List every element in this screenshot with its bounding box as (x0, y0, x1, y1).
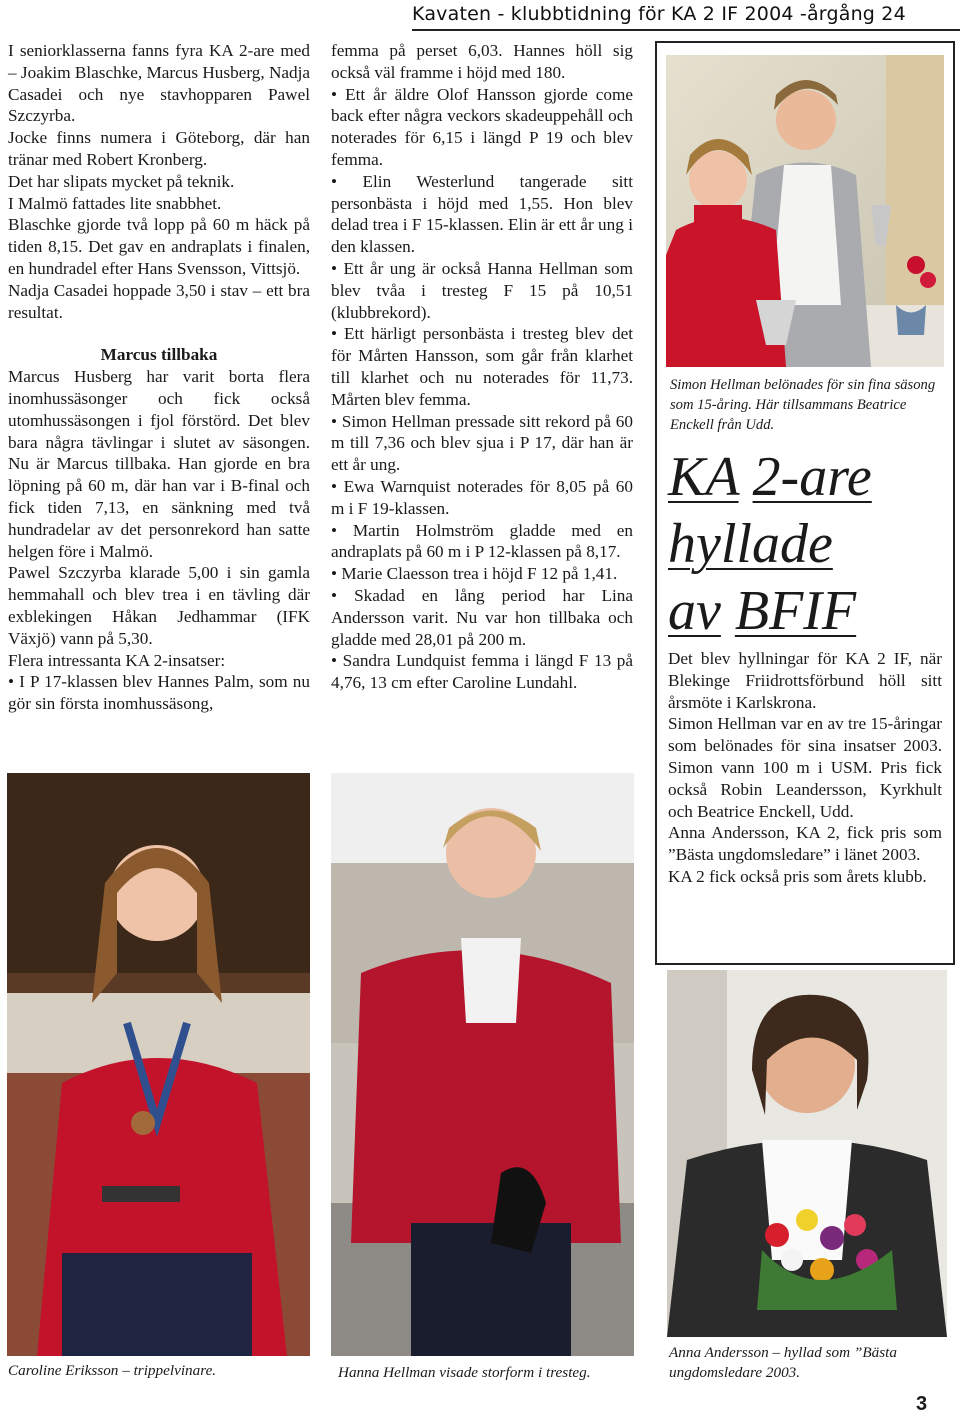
page-number: 3 (916, 1393, 928, 1415)
bullet-item: • Skadad en lång period har Lina Andersson varit. Nu var hon tillbaka och gladde med 28,01 på 200 m. (331, 585, 633, 650)
paragraph: Det har slipats mycket på teknik. (8, 171, 235, 191)
bullet-item: • Martin Holmström gladde med en andraplats på 60 m i P 12-klassen på 8,17. (331, 520, 633, 564)
headline-word: hyllade (668, 513, 833, 575)
paragraph: Anna Andersson, KA 2, fick pris som ”Bästa ungdomsledare” i länet 2003. (668, 823, 942, 865)
paragraph: Jocke finns numera i Göteborg, där han tränar med Robert Kronberg. (8, 128, 310, 169)
paragraph: Det blev hyllningar för KA 2 IF, när Blekinge Friidrottsförbund höll sitt årsmöte i Karlskrona. (668, 649, 942, 712)
bullet-item: • I P 17-klassen blev Hannes Palm, som nu gör sin första inomhussäsong, (8, 671, 310, 715)
paragraph: Simon Hellman var en av tre 15-åringar som belönades för sina insatser 2003. Simon vann 100 m i USM. Pris fick också Robin Leandersson, Kyrkhult och Beatrice Enckell, Udd. (668, 714, 942, 821)
paragraph: Blaschke gjorde två lopp på 60 m häck på tiden 8,15. Det gav en andraplats i finalen, en hundradel efter Hans Svensson, Vittsjö. (8, 215, 310, 278)
paragraph: Marcus Husberg har varit borta flera inomhussäsonger och fick också utomhussäsongen i fjol förstörd. Det blev bara några tävlingar i slutet av säsongen. Nu är Marcus tillbaka. Han gjorde en bra löpning på 60 m, där han var i B-final och fick tiden 7,13, en sänkning med två hundradelar av det personrekord han satte helgen före i Malmö. (8, 367, 310, 561)
column-2 (331, 40, 633, 694)
award-article-body (668, 648, 942, 888)
bullet-item: • Elin Westerlund tangerade sitt personbästa i höjd med 1,55. Hon blev delad trea i F 15-klassen. Elin är ett år ung i den klassen. (331, 171, 633, 258)
bullet-item: • Marie Claesson trea i höjd F 12 på 1,41. (331, 563, 633, 585)
header-rule (412, 29, 960, 31)
photo-caroline-eriksson (7, 773, 310, 1356)
photo-simon-beatrice (666, 55, 944, 367)
article-headline (668, 444, 948, 645)
bullet-item: • Ett år äldre Olof Hansson gjorde come back efter några veckors skadeuppehåll och noterades för 6,15 i längd P 19 och blev femma. (331, 84, 633, 171)
bullet-item: • Ett härligt personbästa i tresteg blev det för Mårten Hansson, som går från klarhet till klarhet och nu noterades för 11,73. Mårten blev femma. (331, 323, 633, 410)
photo-caption-caroline: Caroline Eriksson – trippelvinare. (8, 1362, 217, 1379)
photo-anna-andersson (667, 970, 947, 1337)
headline-word: KA (668, 446, 739, 508)
paragraph: I Malmö fattades lite snabbhet. (8, 193, 222, 213)
newsletter-header: Kavaten - klubbtidning för KA 2 IF 2004 -årgång 24 (412, 3, 906, 25)
bullet-item: • Sandra Lundquist femma i längd F 13 på 4,76, 13 cm efter Caroline Lundahl. (331, 650, 633, 694)
bullet-item: • Ett år ung är också Hanna Hellman som blev tvåa i tresteg F 15 på 10,51 (klubbrekord). (331, 258, 633, 323)
paragraph: KA 2 fick också pris som årets klubb. (668, 866, 927, 886)
headline-word: BFIF (734, 580, 857, 642)
bullet-item: • Ewa Warnquist noterades för 8,05 på 60 m i F 19-klassen. (331, 476, 633, 520)
photo-caption-anna: Anna Andersson – hyllad som ”Bästa ungdomsledare 2003. (669, 1344, 897, 1381)
paragraph: Pawel Szczyrba klarade 5,00 i sin gamla hemmahall och blev trea i en tävling där exblekingen Håkan Jedhammar (IFK Växjö) vann på 5,30. (8, 563, 310, 648)
photo-hanna-hellman (331, 773, 634, 1356)
photo-caption-simon: Simon Hellman belönades för sin fina säsong som 15-åring. Här tillsammans Beatrice Enckell från Udd. (670, 377, 936, 433)
subheading: Marcus tillbaka (100, 345, 218, 365)
bullet-item: • Simon Hellman pressade sitt rekord på 60 m till 7,36 och blev sjua i P 17, där han är ett år ung. (331, 411, 633, 476)
headline-word: 2-are (752, 446, 872, 508)
paragraph: Flera intressanta KA 2-insatser: (8, 650, 226, 670)
paragraph: femma på perset 6,03. Hannes höll sig också väl framme i höjd med 180. (331, 41, 633, 82)
headline-word: av (668, 580, 721, 642)
column-1 (8, 40, 310, 715)
paragraph: Nadja Casadei hoppade 3,50 i stav – ett bra resultat. (8, 280, 310, 322)
photo-caption-hanna: Hanna Hellman visade storform i tresteg. (338, 1364, 591, 1381)
paragraph: I seniorklasserna fanns fyra KA 2-are med – Joakim Blaschke, Marcus Husberg, Nadja Casadei och nye stavhopparen Pawel Szczyrba. (8, 41, 310, 126)
